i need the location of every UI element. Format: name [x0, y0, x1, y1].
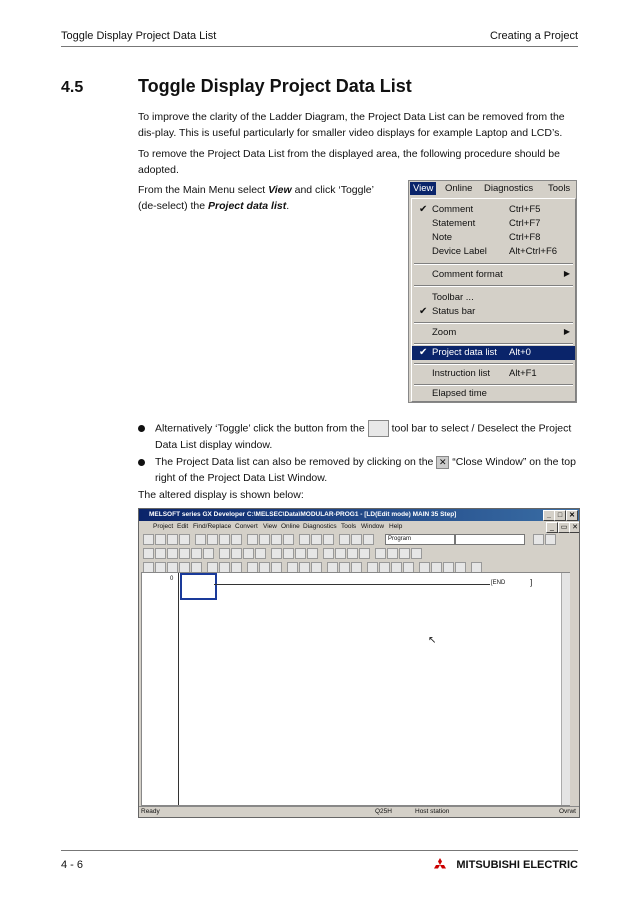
paste-icon[interactable]	[219, 534, 230, 545]
tool-icon[interactable]	[271, 534, 282, 545]
bullet-text-after: tool bar to select / Deselect the Project Data List display window.	[155, 422, 572, 451]
submenu-arrow-icon: ▶	[563, 269, 570, 278]
tool-icon[interactable]	[339, 534, 350, 545]
menu-item-label: Elapsed time	[432, 388, 487, 399]
menu-item-label: Comment	[432, 204, 474, 215]
app-menu-window[interactable]: Window	[361, 523, 385, 530]
instruction-view: View	[268, 184, 292, 196]
tool-icon[interactable]	[311, 534, 322, 545]
menu-item-project-data-list[interactable]	[412, 346, 575, 360]
app-menu-tools[interactable]: Tools	[341, 523, 357, 530]
tool-icon[interactable]	[283, 534, 294, 545]
child-close-icon[interactable]: ✕	[569, 522, 580, 533]
menu-item-toolbar[interactable]	[412, 291, 575, 305]
cut-icon[interactable]	[195, 534, 206, 545]
page-footer	[61, 850, 578, 875]
pulse-icon[interactable]	[335, 548, 346, 559]
standard-toolbar	[141, 533, 577, 546]
pulse-icon[interactable]	[375, 548, 386, 559]
instruction-item: Project data list	[208, 200, 287, 212]
window-title-bar	[139, 509, 579, 521]
window-title: MELSOFT series GX Developer C:\MELSEC\Data\MODULAR-PROG1 - [LD(Edit mode) MAIN 35 Step]	[149, 511, 457, 518]
procedure-paragraph: To remove the Project Data List from the displayed area, the following procedure should be adopted.	[138, 148, 560, 176]
print-icon[interactable]	[179, 534, 190, 545]
right-power-rail: ]	[530, 578, 533, 587]
contact-icon[interactable]	[155, 548, 166, 559]
end-instruction: [END	[491, 580, 506, 586]
program-select[interactable]: Program	[385, 534, 455, 545]
menu-item-shortcut: Ctrl+F5	[509, 204, 541, 215]
tool-icon[interactable]	[533, 534, 544, 545]
open-icon[interactable]	[155, 534, 166, 545]
bullet-text-before: Alternatively ‘Toggle’ click the button from the	[155, 422, 365, 435]
contact-icon[interactable]	[191, 548, 202, 559]
menu-item-label: Note	[432, 232, 453, 243]
bullet-text-after: “Close Window” on the top right of the Project Data List Window.	[155, 456, 576, 484]
line-icon[interactable]	[307, 548, 318, 559]
status-cpu: Q25H	[375, 808, 392, 815]
coil-icon[interactable]	[243, 548, 254, 559]
pulse-icon[interactable]	[359, 548, 370, 559]
contact-icon[interactable]	[167, 548, 178, 559]
ladder-editor[interactable]	[141, 572, 570, 806]
tool-icon[interactable]	[247, 534, 258, 545]
line-icon[interactable]	[295, 548, 306, 559]
tool-icon[interactable]	[323, 534, 334, 545]
section-number: 4.5	[61, 79, 84, 96]
tool-icon[interactable]	[259, 534, 270, 545]
menu-item-label: Statement	[432, 218, 476, 229]
mitsubishi-logo-icon	[433, 858, 447, 871]
coil-icon[interactable]	[219, 548, 230, 559]
close-icon[interactable]: ✕	[566, 510, 578, 521]
bullet-text-before: The Project Data list can also be removed by clicking on the	[155, 456, 434, 468]
menu-separator	[414, 322, 573, 324]
menu-item-shortcut: Ctrl+F7	[509, 218, 541, 229]
vertical-scrollbar[interactable]	[561, 573, 570, 805]
app-menu-edit[interactable]: Edit	[177, 523, 189, 530]
gx-developer-window	[138, 508, 580, 818]
menu-item-label: Instruction list	[432, 368, 491, 379]
line-icon[interactable]	[283, 548, 294, 559]
edit-cursor	[180, 573, 217, 600]
menu-view[interactable]: View	[410, 182, 436, 195]
tool-icon[interactable]	[363, 534, 374, 545]
instruction-prefix: From the Main Menu select	[138, 184, 269, 196]
maximize-icon[interactable]: □	[554, 510, 566, 521]
menu-item-statement[interactable]	[412, 217, 575, 231]
check-icon: ✔	[419, 347, 428, 358]
pulse-icon[interactable]	[411, 548, 422, 559]
child-restore-icon[interactable]: ▭	[558, 522, 570, 533]
brand-name: MITSUBISHI ELECTRIC	[456, 859, 578, 871]
new-icon[interactable]	[143, 534, 154, 545]
view-menu-screenshot	[408, 180, 577, 403]
bullet-icon	[138, 459, 145, 466]
section-title: Toggle Display Project Data List	[138, 76, 412, 96]
menu-item-elapsed-time[interactable]	[412, 387, 575, 401]
menu-item-device-label[interactable]	[412, 245, 575, 259]
check-icon: ✔	[419, 204, 428, 215]
minimize-icon[interactable]: _	[543, 510, 555, 521]
menu-online[interactable]: Online	[445, 183, 473, 194]
bullet-text	[155, 420, 578, 453]
close-window-icon: ✕	[436, 456, 449, 469]
app-menu-bar	[139, 522, 579, 532]
project-data-list-toggle-icon	[368, 420, 389, 437]
app-menu-help[interactable]: Help	[389, 523, 403, 530]
check-icon: ✔	[419, 306, 428, 317]
menu-item-status-bar[interactable]	[412, 305, 575, 319]
menu-item-label: Toolbar ...	[432, 292, 474, 303]
app-menu-diagnostics[interactable]: Diagnostics	[303, 523, 337, 530]
instruction-paragraph	[138, 182, 388, 214]
header-left: Toggle Display Project Data List	[61, 30, 217, 42]
menu-item-shortcut: Alt+F1	[509, 368, 537, 379]
coil-icon[interactable]	[255, 548, 266, 559]
pulse-icon[interactable]	[323, 548, 334, 559]
left-power-rail	[178, 573, 179, 805]
menu-tools[interactable]: Tools	[548, 183, 571, 194]
ladder-symbol-toolbar	[141, 547, 577, 560]
altered-caption: The altered display is shown below:	[138, 489, 304, 501]
menu-item-label: Comment format	[432, 269, 503, 280]
child-minimize-icon[interactable]: _	[546, 522, 558, 533]
tool-icon[interactable]	[351, 534, 362, 545]
app-menu-find-replace[interactable]: Find/Replace	[193, 523, 232, 530]
rung-line	[214, 584, 490, 585]
pulse-icon[interactable]	[399, 548, 410, 559]
pulse-icon[interactable]	[347, 548, 358, 559]
bullet-icon	[138, 425, 145, 432]
secondary-select[interactable]	[455, 534, 525, 545]
menu-item-label: Device Label	[432, 246, 487, 257]
status-station: Host station	[415, 808, 450, 815]
app-menu-project[interactable]: Project	[153, 523, 174, 530]
menu-item-comment-format[interactable]	[412, 268, 575, 282]
status-ready: Ready	[141, 808, 160, 815]
menu-separator	[414, 363, 573, 365]
undo-icon[interactable]	[231, 534, 242, 545]
save-icon[interactable]	[167, 534, 178, 545]
menu-separator	[414, 285, 573, 287]
instruction-middle: and click ‘Toggle’ (de-select) the	[138, 184, 374, 212]
page-header	[61, 30, 578, 47]
app-menu-online[interactable]: Online	[281, 523, 300, 530]
menu-item-note[interactable]	[412, 231, 575, 245]
menu-item-instruction-list[interactable]	[412, 367, 575, 381]
menu-separator	[414, 384, 573, 386]
menu-item-label: Zoom	[432, 327, 457, 338]
menu-item-zoom[interactable]	[412, 326, 575, 340]
app-menu-view[interactable]: View	[263, 523, 277, 530]
contact-icon[interactable]	[203, 548, 214, 559]
menu-item-shortcut: Ctrl+F8	[509, 232, 541, 243]
pulse-icon[interactable]	[387, 548, 398, 559]
menu-item-shortcut: Alt+Ctrl+F6	[509, 246, 558, 257]
status-bar	[139, 806, 579, 817]
copy-icon[interactable]	[207, 534, 218, 545]
line-icon[interactable]	[271, 548, 282, 559]
mouse-pointer-icon: ↖	[428, 635, 437, 646]
menu-item-comment[interactable]	[412, 203, 575, 217]
tool-icon[interactable]	[545, 534, 556, 545]
header-right: Creating a Project	[489, 30, 578, 42]
rung-step-number: 0	[170, 576, 174, 582]
contact-icon[interactable]	[143, 548, 154, 559]
menu-item-label: Status bar	[432, 306, 476, 317]
menu-bar	[409, 181, 576, 198]
view-menu-panel	[411, 198, 576, 402]
menu-separator	[414, 343, 573, 345]
app-menu-convert[interactable]: Convert	[235, 523, 258, 530]
status-mode: Ovrwt	[559, 808, 576, 815]
tool-icon[interactable]	[299, 534, 310, 545]
coil-icon[interactable]	[231, 548, 242, 559]
bullet-text	[155, 454, 578, 486]
menu-item-shortcut: Alt+0	[509, 347, 531, 358]
menu-item-label: Project data list	[432, 347, 497, 358]
intro-paragraph: To improve the clarity of the Ladder Diagram, the Project Data List can be removed from the dis-play. This is useful particularly for smaller video displays for example Laptop and LCD’s.	[138, 111, 565, 139]
contact-icon[interactable]	[179, 548, 190, 559]
menu-diagnostics[interactable]: Diagnostics	[484, 183, 534, 194]
submenu-arrow-icon: ▶	[563, 327, 570, 336]
instruction-suffix: .	[286, 200, 290, 212]
menu-separator	[414, 263, 573, 265]
page-number: 4 - 6	[61, 859, 84, 871]
